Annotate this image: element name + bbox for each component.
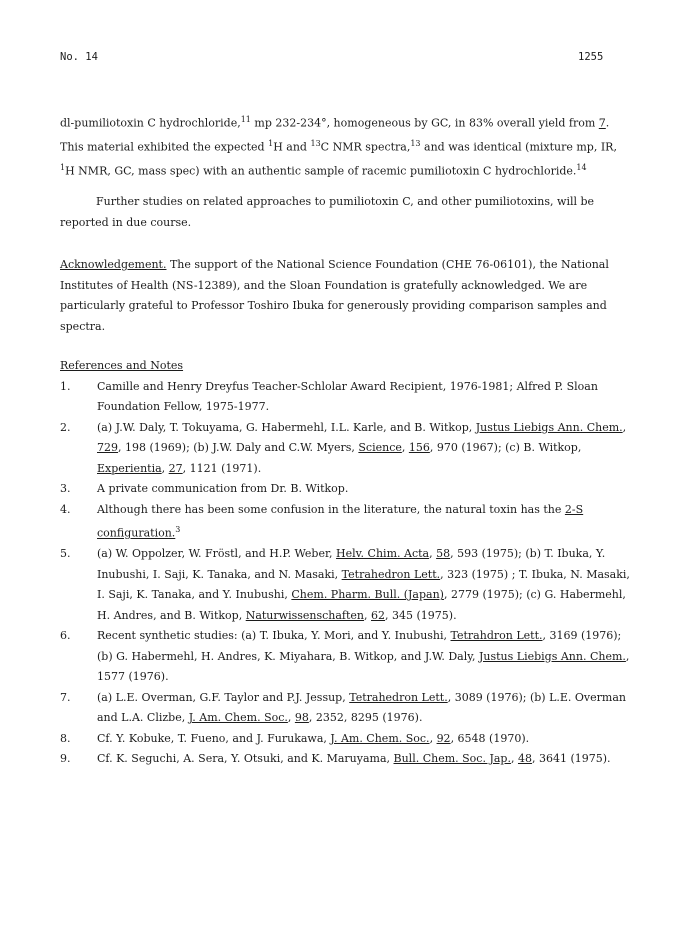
- journal-title: Naturwissenschaften: [245, 608, 365, 622]
- reference-number: 6.: [60, 629, 71, 643]
- reference-item: [60, 377, 635, 418]
- journal-title: Justus Liebigs Ann. Chem.: [475, 420, 623, 434]
- footnote-ref: 3: [175, 525, 181, 534]
- reference-number: 4.: [60, 502, 71, 516]
- reference-text: Camille and Henry Dreyfus Teacher-Schlolar Award Recipient, 1976-1981; Alfred P. Sloan Foundation Fellow, 1975-1977.: [97, 379, 598, 413]
- acknowledgement-heading: Acknowledgement.: [60, 258, 167, 271]
- reference-text: Cf. Y. Kobuke, T. Fueno, and J. Furukawa, J. Am. Chem. Soc., 92, 6548 (1970).: [97, 731, 530, 745]
- reference-number: 7.: [60, 690, 71, 704]
- reference-item: [60, 626, 635, 688]
- journal-title: J. Am. Chem. Soc.: [188, 711, 288, 725]
- references-section: [60, 356, 635, 770]
- reference-text: (a) L.E. Overman, G.F. Taylor and P.J. Jessup, Tetrahedron Lett., 3089 (1976); (b) L.E. Overman and L.A. Clizbe, J. Am. Chem. Soc., 98, 2352, 8295 (1976).: [97, 690, 626, 725]
- reference-item: [60, 729, 635, 750]
- volume-number: 98: [294, 711, 309, 725]
- journal-title: Tetrahedron Lett.: [341, 567, 441, 581]
- volume-number: 27: [168, 461, 183, 475]
- footnote-ref: 14: [576, 163, 587, 173]
- reference-item: [60, 500, 635, 545]
- journal-title: Tetrahdron Lett.: [450, 629, 543, 643]
- reference-text: (a) W. Oppolzer, W. Fröstl, and H.P. Weber, Helv. Chim. Acta, 58, 593 (1975); (b) T. Ibuka, Y. Inubushi, I. Saji, K. Tanaka, and N. Masaki, Tetrahedron Lett., 323 (1975) ; T. Ibuka, N. Masaki, I. Saji, K. Tanaka, and Y. Inubushi, Chem. Pharm. Bull. (Japan), 2779 (1975); (c) G. Habermehl, H. Andres, and B. Witkop, Naturwissenschaften, 62, 345 (1975).: [97, 547, 630, 622]
- reference-number: 3.: [60, 482, 71, 495]
- paragraph-further-studies: Further studies on related approaches to pumiliotoxin C, and other pumiliotoxins, will be reported in due course.: [60, 195, 595, 229]
- acknowledgement: [60, 255, 635, 337]
- journal-title: Science: [358, 441, 402, 454]
- reference-item: [60, 688, 635, 729]
- volume-number: 62: [371, 608, 386, 622]
- journal-title: Helv. Chim. Acta: [336, 547, 430, 561]
- compound-ref: 7: [598, 116, 606, 130]
- journal-issue-number: No. 14: [60, 51, 98, 63]
- reference-number: 9.: [60, 752, 71, 766]
- reference-item: [60, 544, 635, 626]
- journal-title: Experientia: [97, 461, 162, 475]
- reference-text: A private communication from Dr. B. Witkop.: [97, 482, 349, 495]
- paragraph-results: dl-pumiliotoxin C hydrochloride,$^{11}$ mp 232-234°, homogeneous by GC, in 83% overall yield from 7. This material exhibited the expected $^1$H and $^{13}$C NMR spectra,$^{13}$ and was identical (mixture mp, IR, $^1$H NMR, GC, mass spec) with an authentic sample of racemic pumiliotoxin C hydrochloride.$^{14}$: [60, 115, 617, 178]
- reference-item: [60, 418, 635, 480]
- reference-number: 5.: [60, 547, 71, 561]
- journal-title: Tetrahedron Lett.: [349, 690, 448, 704]
- acknowledgement-text: The support of the National Science Foundation (CHE 76-06101), the National Institutes of Health (NS-12389), and the Sloan Foundation is gratefully acknowledged. We are particularly grateful to Professor Toshiro Ibuka for generously providing comparison samples and spectra.: [60, 258, 609, 333]
- reference-number: 8.: [60, 731, 71, 745]
- journal-title: Bull. Chem. Soc. Jap.: [393, 752, 511, 766]
- volume-number: 58: [436, 547, 451, 561]
- page-number: 1255: [578, 51, 604, 63]
- volume-number: 92: [436, 731, 451, 745]
- journal-title: J. Am. Chem. Soc.: [330, 731, 430, 745]
- reference-text: (a) J.W. Daly, T. Tokuyama, G. Habermehl, I.L. Karle, and B. Witkop, Justus Liebigs Ann. Chem., 729, 198 (1969); (b) J.W. Daly and C.W. Myers, Science, 156, 970 (1967); (c) B. Witkop, Experientia, 27, 1121 (1971).: [97, 420, 627, 475]
- volume-number: 48: [517, 752, 532, 766]
- footnote-ref: 13: [410, 139, 421, 149]
- reference-number: 2.: [60, 420, 71, 434]
- reference-text: Cf. K. Seguchi, A. Sera, Y. Otsuki, and K. Maruyama, Bull. Chem. Soc. Jap., 48, 3641 (1975).: [97, 752, 611, 766]
- references-heading: References and Notes: [60, 359, 184, 372]
- reference-number: 1.: [60, 379, 71, 393]
- volume-number: 729: [97, 441, 118, 454]
- reference-text: Although there has been some confusion in the literature, the natural toxin has the 2-S configuration.$^3$: [97, 502, 584, 540]
- reference-item: [60, 479, 635, 500]
- journal-title: Chem. Pharm. Bull. (Japan): [291, 588, 444, 602]
- volume-number: 156: [408, 441, 430, 454]
- reference-item: [60, 749, 635, 770]
- reference-text: Recent synthetic studies: (a) T. Ibuka, Y. Mori, and Y. Inubushi, Tetrahdron Lett., 3169 (1976); (b) G. Habermehl, H. Andres, K. Miyahara, B. Witkop, and J.W. Daly, Justus Liebigs Ann. Chem., 1577 (1976).: [97, 629, 630, 684]
- footnote-ref: 11: [240, 115, 251, 124]
- journal-title: Justus Liebigs Ann. Chem.: [479, 649, 626, 663]
